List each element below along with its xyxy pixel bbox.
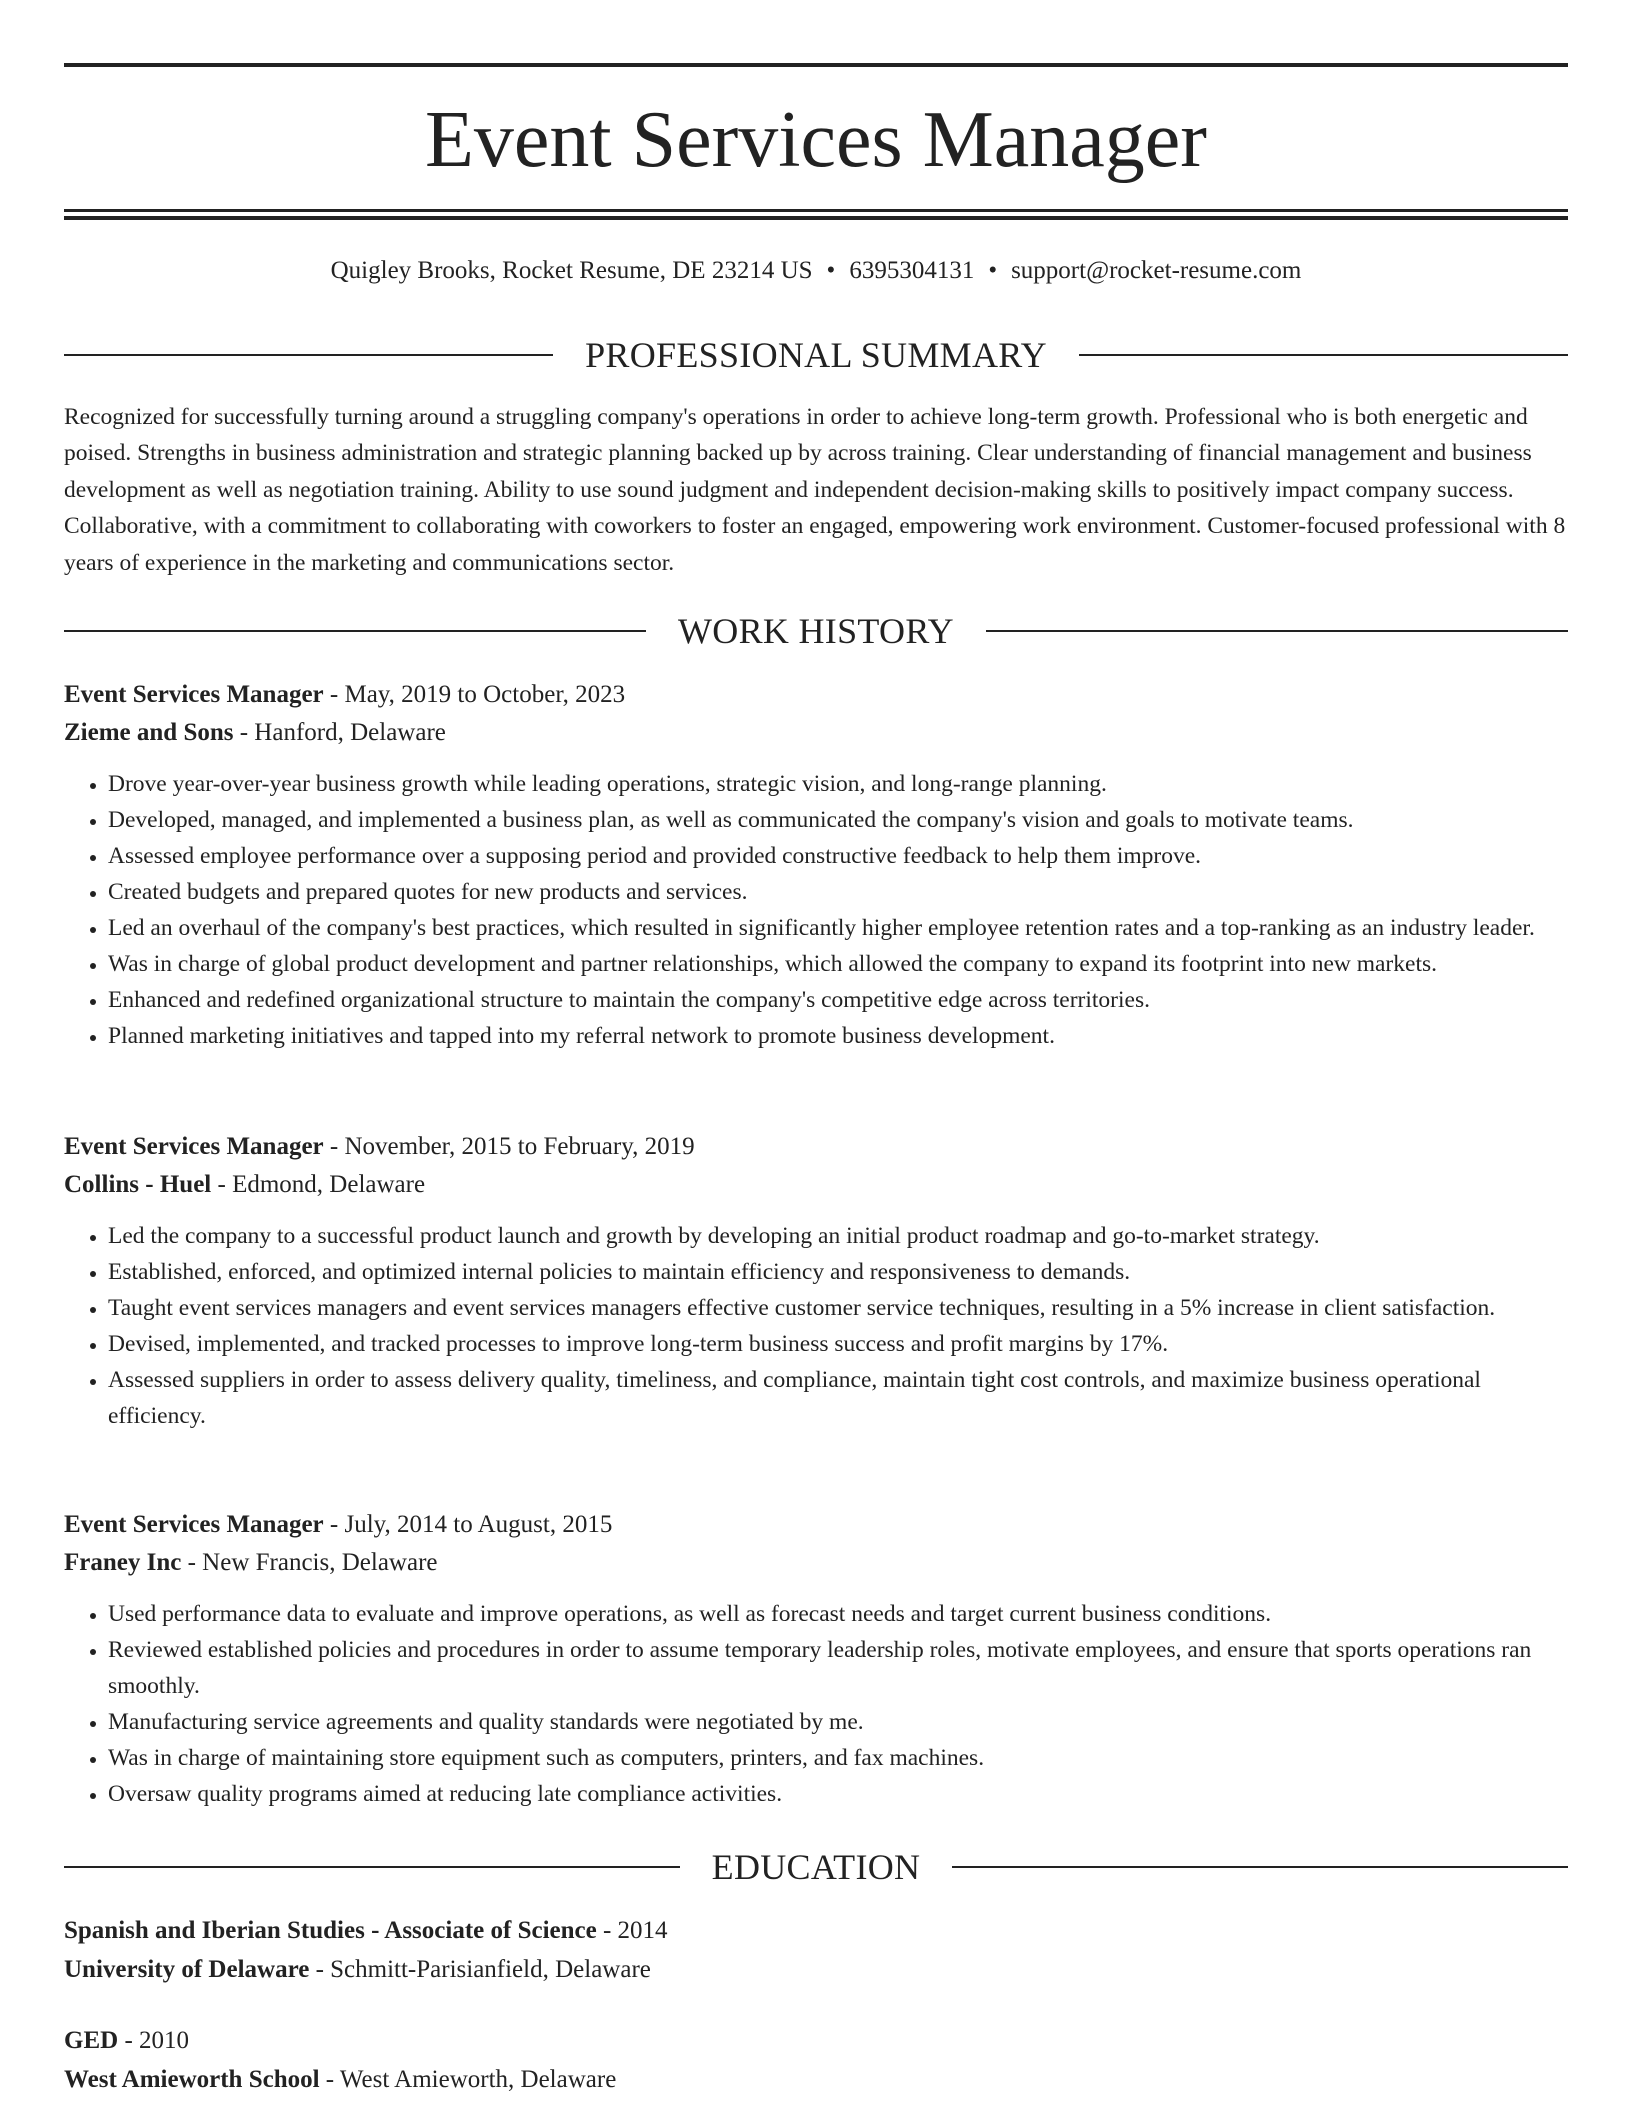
job-bullet: • Manufacturing service agreements and quality standards were negotiated by me. [108, 1704, 1568, 1740]
job-bullet: • Led the company to a successful product launch and growth by developing an initial product roadmap and go-to-market strategy. [108, 1218, 1568, 1254]
summary-text: Recognized for successfully turning around a struggling company's operations in order to achieve long-term growth. Professional who is both energetic and poised. Strengths in business administration and strategic planning backed up by across training. Clear understanding of financial management and business development as well as negotiation training. Ability to use sound judgment and independent decision-making skills to positively impact company success. Collaborative, with a commitment to collaborating with coworkers to foster an engaged, empowering work environment. Customer-focused professional with 8 years of experience in the marketing and communications sector. [64, 404, 1566, 576]
section-title: WORK HISTORY [678, 611, 954, 651]
job-bullet: • Drove year-over-year business growth while leading operations, strategic vision, and long-range planning. [108, 766, 1568, 802]
heading-rule-right [986, 630, 1568, 632]
job-entry [64, 1128, 1568, 1434]
education-entry [64, 2021, 1568, 2099]
job-bullet: • Used performance data to evaluate and improve operations, as well as forecast needs and target current business conditions. [108, 1596, 1568, 1632]
job-entry [64, 676, 1568, 1054]
job-company: Collins - Huel [64, 1171, 212, 1198]
job-location: - New Francis, Delaware [181, 1549, 438, 1576]
job-bullet: • Taught event services managers and event services managers effective customer service techniques, resulting in a 5% increase in client satisfaction. [108, 1290, 1568, 1326]
contact-email: support@rocket-resume.com [1011, 257, 1302, 284]
job-bullet: • Planned marketing initiatives and tapped into my referral network to promote business development. [108, 1018, 1568, 1054]
job-company: Franey Inc [64, 1549, 182, 1576]
contact-separator: • [988, 257, 998, 284]
job-bullets [64, 1218, 1568, 1434]
job-bullet: • Oversaw quality programs aimed at reducing late compliance activities. [108, 1776, 1568, 1812]
job-title-line [64, 1506, 1568, 1544]
education-school-line [64, 1950, 1568, 1989]
job-dates: - July, 2014 to August, 2015 [323, 1511, 613, 1538]
title-double-rule-lower [64, 216, 1568, 220]
job-bullets [64, 1596, 1568, 1812]
education-school-line [64, 2060, 1568, 2099]
education-degree: Spanish and Iberian Studies - Associate of Science [64, 1917, 597, 1944]
heading-rule-right [1079, 354, 1568, 356]
job-bullet: • Created budgets and prepared quotes for new products and services. [108, 874, 1568, 910]
title-double-rule-upper [64, 209, 1568, 212]
education-year: - 2010 [118, 2027, 190, 2054]
contact-line [64, 252, 1568, 290]
job-bullet: • Developed, managed, and implemented a business plan, as well as communicated the company's vision and goals to motivate teams. [108, 802, 1568, 838]
job-title-line [64, 676, 1568, 714]
job-bullet: • Assessed suppliers in order to assess delivery quality, timeliness, and compliance, maintain tight cost controls, and maximize business operational efficiency. [108, 1362, 1568, 1434]
education-degree-line [64, 2021, 1568, 2060]
job-company-line [64, 714, 1568, 752]
education-school: University of Delaware [64, 1956, 310, 1983]
section-heading-education [64, 1845, 1568, 1889]
job-dates: - November, 2015 to February, 2019 [323, 1133, 695, 1160]
contact-address: Quigley Brooks, Rocket Resume, DE 23214 US [330, 257, 813, 284]
contact-phone: 6395304131 [849, 257, 975, 284]
job-bullets [64, 766, 1568, 1054]
job-bullet: • Established, enforced, and optimized internal policies to maintain efficiency and responsiveness to demands. [108, 1254, 1568, 1290]
section-heading-summary [64, 333, 1568, 377]
job-bullet: • Led an overhaul of the company's best practices, which resulted in significantly higher employee retention rates and a top-ranking as an industry leader. [108, 910, 1568, 946]
heading-rule-left [64, 1866, 680, 1868]
education-entry [64, 1911, 1568, 1989]
job-bullet: • Reviewed established policies and procedures in order to assume temporary leadership roles, motivate employees, and ensure that sports operations ran smoothly. [108, 1632, 1568, 1704]
education-location: - Schmitt-Parisianfield, Delaware [309, 1956, 651, 1983]
contact-separator: • [826, 257, 836, 284]
education-degree: GED [64, 2027, 119, 2054]
heading-rule-left [64, 354, 553, 356]
job-title: Event Services Manager [64, 681, 324, 708]
job-bullet: • Devised, implemented, and tracked processes to improve long-term business success and profit margins by 17%. [108, 1326, 1568, 1362]
job-bullet: • Assessed employee performance over a supposing period and provided constructive feedback to help them improve. [108, 838, 1568, 874]
job-bullet: • Enhanced and redefined organizational structure to maintain the company's competitive edge across territories. [108, 982, 1568, 1018]
education-location: - West Amieworth, Delaware [319, 2066, 617, 2093]
section-title: PROFESSIONAL SUMMARY [585, 335, 1047, 375]
education-year: - 2014 [596, 1917, 668, 1944]
resume-title: Event Services Manager [425, 96, 1207, 184]
job-company-line [64, 1544, 1568, 1582]
job-company: Zieme and Sons [64, 719, 234, 746]
job-dates: - May, 2019 to October, 2023 [323, 681, 626, 708]
job-title: Event Services Manager [64, 1511, 324, 1538]
heading-rule-right [952, 1866, 1568, 1868]
heading-rule-left [64, 630, 646, 632]
education-degree-line [64, 1911, 1568, 1950]
section-title: EDUCATION [711, 1847, 921, 1887]
job-bullet: • Was in charge of maintaining store equipment such as computers, printers, and fax machines. [108, 1740, 1568, 1776]
top-rule [64, 63, 1568, 67]
job-location: - Edmond, Delaware [211, 1171, 426, 1198]
job-location: - Hanford, Delaware [233, 719, 446, 746]
job-title-line [64, 1128, 1568, 1166]
education-school: West Amieworth School [64, 2066, 320, 2093]
job-title: Event Services Manager [64, 1133, 324, 1160]
section-heading-work-history [64, 609, 1568, 653]
job-entry [64, 1506, 1568, 1812]
job-company-line [64, 1166, 1568, 1204]
job-bullet: • Was in charge of global product development and partner relationships, which allowed the company to expand its footprint into new markets. [108, 946, 1568, 982]
